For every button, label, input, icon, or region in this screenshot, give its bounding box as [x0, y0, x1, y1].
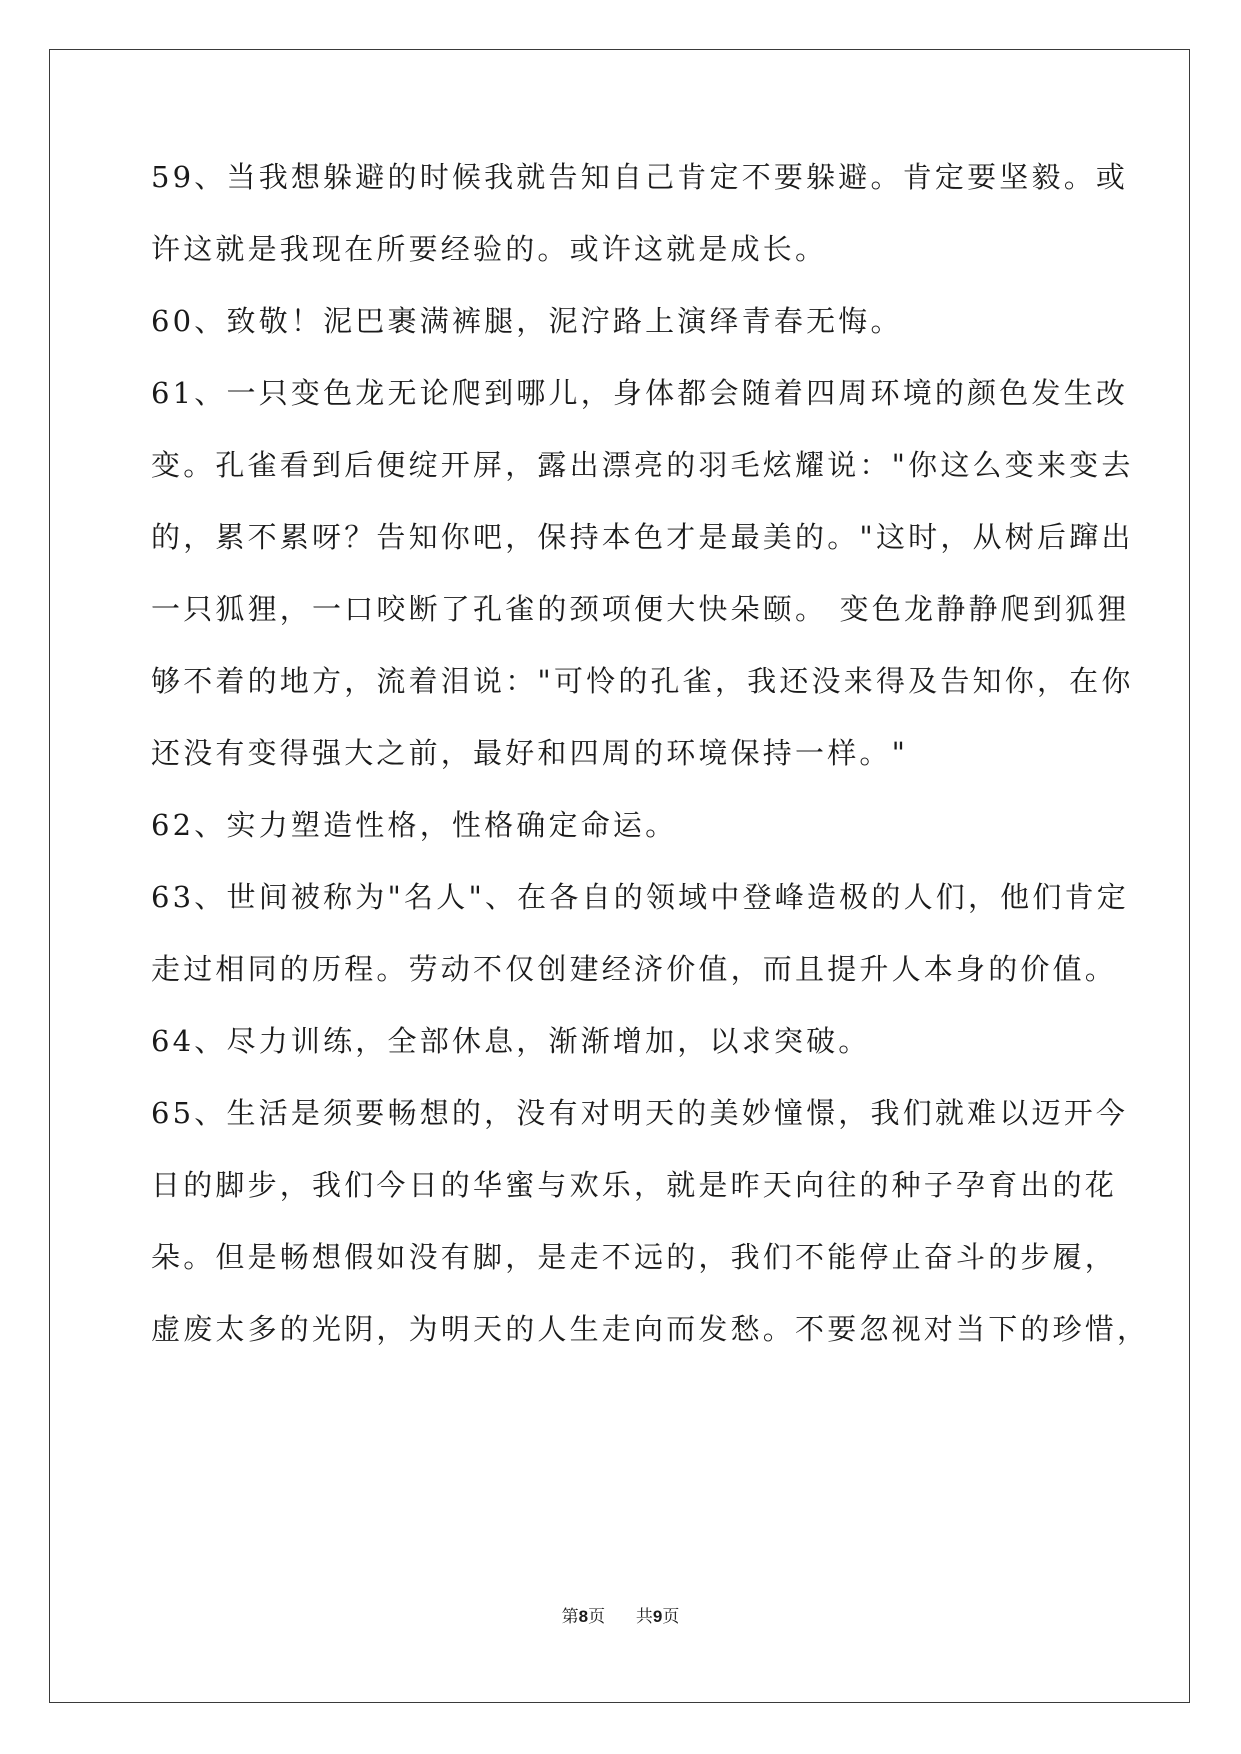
text-line: 的，累不累呀？告知你吧，保持本色才是最美的。"这时，从树后蹿出 — [151, 520, 1134, 554]
page-border — [49, 49, 1190, 1703]
page-footer — [0, 1606, 1241, 1628]
page-total-label — [636, 1607, 679, 1627]
text-line: 变。孔雀看到后便绽开屏，露出漂亮的羽毛炫耀说："你这么变来变去 — [151, 448, 1134, 482]
text-line: 61、一只变色龙无论爬到哪儿，身体都会随着四周环境的颜色发生改 — [151, 376, 1129, 410]
text-line: 够不着的地方，流着泪说："可怜的孔雀，我还没来得及告知你，在你 — [151, 664, 1134, 698]
total-page-number: 9 — [652, 1607, 663, 1626]
text-line: 59、当我想躲避的时候我就告知自己肯定不要躲避。肯定要坚毅。或 — [151, 160, 1129, 194]
text-line: 还没有变得强大之前，最好和四周的环境保持一样。" — [151, 736, 909, 770]
total-prefix: 共 — [635, 1607, 653, 1627]
page-number-label — [562, 1607, 611, 1627]
text-line: 走过相同的历程。劳动不仅创建经济价值，而且提升人本身的价值。 — [151, 952, 1118, 986]
page-suffix: 页 — [588, 1607, 606, 1627]
current-page-number: 8 — [578, 1607, 589, 1626]
text-line: 60、致敬！泥巴裹满裤腿，泥泞路上演绎青春无悔。 — [151, 304, 903, 338]
total-suffix: 页 — [662, 1607, 680, 1627]
text-line: 虚废太多的光阴，为明天的人生走向而发愁。不要忽视对当下的珍惜， — [151, 1312, 1150, 1346]
text-line: 64、尽力训练，全部休息，渐渐增加，以求突破。 — [151, 1024, 871, 1058]
text-line: 许这就是我现在所要经验的。或许这就是成长。 — [151, 232, 828, 266]
text-line: 62、实力塑造性格，性格确定命运。 — [151, 808, 678, 842]
text-line: 63、世间被称为"名人"、在各自的领域中登峰造极的人们，他们肯定 — [151, 880, 1129, 914]
text-line: 一只狐狸，一口咬断了孔雀的颈项便大快朵颐。 变色龙静静爬到狐狸 — [151, 592, 1130, 626]
text-line: 朵。但是畅想假如没有脚，是走不远的，我们不能停止奋斗的步履， — [151, 1240, 1118, 1274]
page-prefix: 第 — [561, 1607, 579, 1627]
text-line: 65、生活是须要畅想的，没有对明天的美妙憧憬，我们就难以迈开今 — [151, 1096, 1129, 1130]
text-line: 日的脚步，我们今日的华蜜与欢乐，就是昨天向往的种子孕育出的花 — [151, 1168, 1118, 1202]
